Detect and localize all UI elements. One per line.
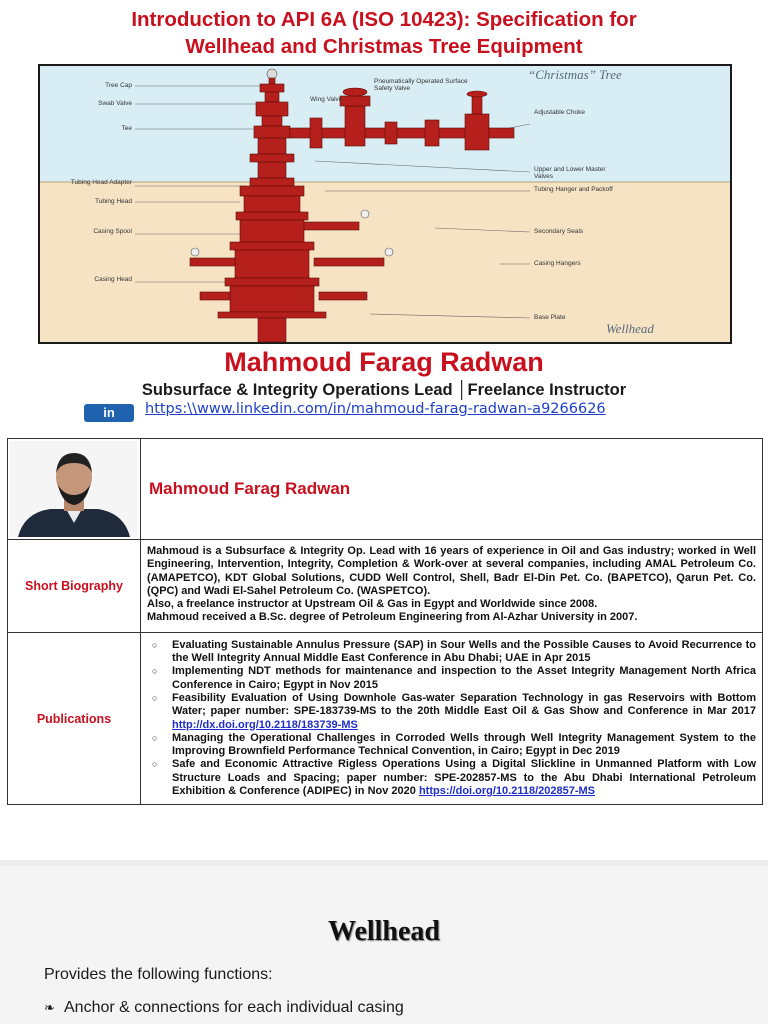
- publications-list: [147, 639, 756, 799]
- label-tubing-head-adapter: Tubing Head Adapter: [70, 179, 132, 186]
- label-casing-hangers: Casing Hangers: [534, 260, 581, 267]
- bullet-text: Anchor & connections for each individual casing: [64, 999, 404, 1016]
- biography-text: [141, 540, 763, 633]
- publication-item: [147, 732, 756, 759]
- profile-photo: [10, 441, 138, 537]
- author-name: Mahmoud Farag Radwan: [224, 347, 544, 377]
- linkedin-icon[interactable]: in: [84, 404, 134, 422]
- publication-item: [147, 758, 756, 798]
- label-wing-valve: Wing Valve: [310, 96, 343, 103]
- label-secondary-seals: Secondary Seals: [534, 228, 584, 235]
- publication-doi-link[interactable]: http://dx.doi.org/10.2118/183739-MS: [172, 718, 358, 731]
- publications-label: Publications: [8, 632, 141, 805]
- label-master-valves: Upper and Lower Master Valves: [534, 166, 606, 180]
- label-casing-head: Casing Head: [94, 276, 132, 283]
- publications-row: [8, 632, 763, 805]
- publication-text: Implementing NDT methods for maintenance and inspection to the Asset Integrity Management North Africa Conference in Cairo; Egypt in Nov 2015: [172, 665, 756, 691]
- slide-bullet: [44, 999, 404, 1017]
- fleuron-bullet-icon: ❧: [44, 1000, 55, 1015]
- label-swab-valve: Swab Valve: [98, 100, 132, 107]
- biography-row: [8, 540, 763, 633]
- title-line-2: Wellhead and Christmas Tree Equipment: [185, 35, 583, 58]
- linkedin-link[interactable]: https:\\www.linkedin.com/in/mahmoud-farag-radwan-a9266626: [145, 401, 606, 417]
- document-title: [0, 6, 768, 60]
- label-tubing-head: Tubing Head: [95, 198, 132, 205]
- wellhead-christmas-tree-diagram: [38, 64, 732, 344]
- publication-text: Safe and Economic Attractive Rigless Operations Using a Digital Slickline in Unmanned Platform with Low Structure Loads and Spacing; paper number: SPE-202857-MS to the Abu Dhabi International Petroleum Exhibition & Conference (ADIPEC) in Nov 2020: [172, 758, 756, 798]
- label-casing-spool: Casing Spool: [93, 228, 132, 235]
- label-base-plate: Base Plate: [534, 314, 566, 321]
- slide-title: Wellhead: [327, 916, 440, 947]
- biography-label: Short Biography: [8, 540, 141, 633]
- slide-intro: Provides the following functions:: [44, 966, 273, 983]
- photo-cell: [8, 439, 141, 540]
- label-tubing-hanger: Tubing Hanger and Packoff: [534, 186, 613, 193]
- wellhead-caption: Wellhead: [606, 321, 654, 336]
- label-tree-cap: Tree Cap: [105, 82, 132, 89]
- publication-text: Managing the Operational Challenges in Corroded Wells through Well Integrity Management System to the Improving Brownfield Performance Technical Convention, in Cairo; Egypt in Dec 2019: [172, 731, 756, 758]
- profile-card: [7, 438, 763, 805]
- label-adjustable-choke: Adjustable Choke: [534, 109, 585, 116]
- author-role: Subsurface & Integrity Operations Lead │Freelance Instructor: [141, 381, 627, 399]
- publication-item: [147, 639, 756, 666]
- publication-item: [147, 665, 756, 692]
- label-tee: Tee: [121, 125, 132, 132]
- card-header-row: [8, 439, 763, 540]
- christmas-tree-illustration: [40, 66, 730, 342]
- publication-text: Feasibility Evaluation of Using Downhole Gas-water Separation Technology in gas Reservoirs with Bottom Water; paper number: SPE-183739-MS to the 20th Middle East Oil & Gas Show and Conference in Mar 2017: [172, 691, 756, 718]
- bio-paragraph: Mahmoud is a Subsurface & Integrity Op. Lead with 16 years of experience in Oil and Gas industry; worked in Well Engineering, Intervention, Integrity, Completion & Work-over at several companies, including AMAL Petroleum Co. (AMAPETCO), KDT Global Solutions, CUDD Well Control, Shell, Badr El-Din Pet. Co. (BAPETCO), Qarun Pet. Co. (QPC) and Wadi El-Sahel Petroleum Co. (WASPETCO).: [147, 545, 756, 597]
- publication-item: [147, 692, 756, 732]
- christmas-tree-caption: “Christmas” Tree: [528, 67, 622, 82]
- card-header-name: Mahmoud Farag Radwan: [141, 439, 763, 540]
- publication-doi-link[interactable]: https://doi.org/10.2118/202857-MS: [418, 785, 596, 798]
- title-line-1: Introduction to API 6A (ISO 10423): Specification for: [131, 8, 637, 31]
- publications-list-cell: [141, 632, 763, 805]
- publication-text: Evaluating Sustainable Annulus Pressure (SAP) in Sour Wells and the Possible Causes to Avoid Recurrence to the Well Integrity Annual Middle East Conference in Abu Dhabi; UAE in Apr 2015: [172, 638, 756, 665]
- bio-paragraph: Also, a freelance instructor at Upstream Oil & Gas in Egypt and Worldwide since 2008.: [147, 598, 598, 611]
- label-surface-safety-valve: Pneumatically Operated Surface Safety Valve: [374, 78, 468, 92]
- bio-paragraph: Mahmoud received a B.Sc. degree of Petroleum Engineering from Al-Azhar University in 2007.: [147, 611, 638, 624]
